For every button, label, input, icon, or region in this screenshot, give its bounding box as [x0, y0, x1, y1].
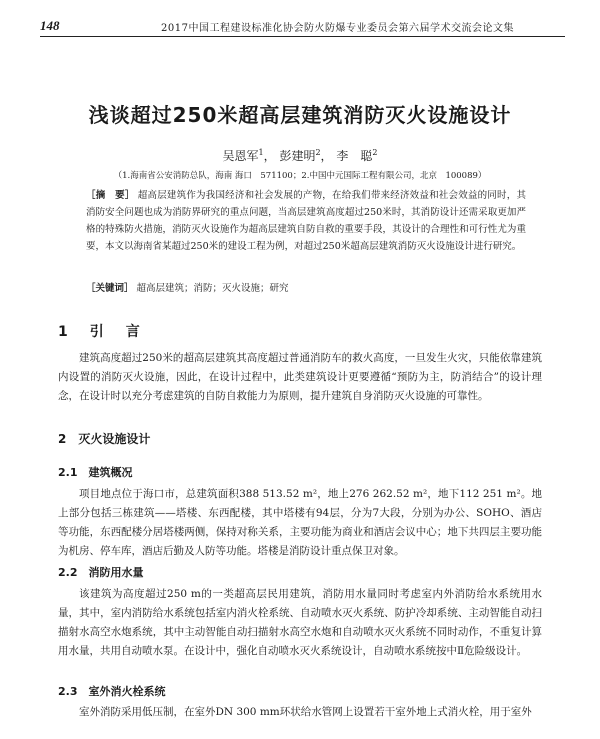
author-name: 彭建明	[279, 149, 316, 163]
author-name: 吴恩军	[222, 149, 259, 163]
section-heading: 2 灭火设施设计	[58, 432, 151, 446]
paragraph: 该建筑为高度超过250 m的一类超高层民用建筑，消防用水量同时考虑室内外消防给水系统用水量，其中，室内消防给水系统包括室内消火栓系统、自动喷水灭火系统、防护冷却系统、主动智能自动扫描射水高空水炮系统，其中主动智能自动扫描射水高空水炮和自动喷水灭火系统不同时动作，不重复计算用水量，共用自动喷水泵。在设计中，强化自动喷水灭火系统设计，自动喷水系统按中Ⅱ危险级设计。	[58, 588, 542, 657]
keywords-text: 超高层建筑；消防；灭火设施；研究	[136, 283, 289, 294]
subsection-heading: 2.3 室外消火栓系统	[58, 685, 166, 698]
author-name: 李 聪	[336, 149, 373, 163]
author-list: 吴恩军$^1$， 彭建明$^2$， 李 聪$^2$	[222, 148, 378, 163]
running-header	[40, 16, 565, 37]
subsection-heading: 2.1 建筑概况	[58, 466, 133, 479]
running-title: 2017中国工程建设标准化协会防火防爆专业委员会第六届学术交流会论文集	[161, 23, 514, 34]
paragraph: 建筑高度超过250米的超高层建筑其高度超过普通消防车的救火高度，一旦发生火灾，只能依靠建筑内设置的消防灭火设施，因此，在设计过程中，此类建筑设计更要遵循“预防为主，防消结合”的设计理念，在设计时以充分考虑建筑的自防自救能力为原则，提升建筑自身消防灭火设施的可靠性。	[58, 352, 542, 402]
page-number: 148	[40, 18, 60, 33]
abstract-text: 超高层建筑作为我国经济和社会发展的产物，在给我们带来经济效益和社会效益的同时，其消防安全问题也成为消防界研究的重点问题，当高层建筑高度超过250米时，其消防设计还需采取更加严格的特殊防火措施，消防灭火设施作为超高层建筑自防自救的重要手段，其设计的合理性和可行性尤为重要，本文以海南省某超过250米的建设工程为例，对超过250米超高层建筑消防灭火设施设计进行研究。	[86, 190, 526, 252]
keywords-label: ［关键词］	[86, 283, 134, 294]
author-affil-mark: 1	[258, 148, 264, 157]
paper-title: 浅谈超过250米超高层建筑消防灭火设施设计	[88, 103, 512, 127]
abstract-label: ［摘 要］	[86, 190, 135, 201]
paragraph: 室外消防采用低压制，在室外DN 300 mm环状给水管网上设置若干室外地上式消火栓，用于室外	[79, 706, 532, 718]
keywords	[86, 280, 526, 294]
author-affil-mark: 2	[372, 148, 378, 157]
section-heading: 1 引 言	[58, 324, 144, 340]
paragraph: 项目地点位于海口市，总建筑面积388 513.52 m²，地上276 262.52 m²，地下112 251 m²。地上部分包括三栋建筑——塔楼、东西配楼，其中塔楼有94层，分为7大段，分别为办公、SOHO、酒店等功能，东西配楼分居塔楼两侧，保持对称关系，主要功能为商业和酒店会议中心；地下共四层主要功能为机房、停车库，酒店后勤及人防等功能。塔楼是消防设计重点保卫对象。	[58, 488, 542, 557]
abstract	[86, 187, 526, 255]
affiliation: （1.海南省公安消防总队，海南 海口 571100；2.中国中元国际工程有限公司，北京 100089）	[113, 171, 487, 181]
subsection-heading: 2.2 消防用水量	[58, 566, 144, 579]
author-affil-mark: 2	[315, 148, 321, 157]
